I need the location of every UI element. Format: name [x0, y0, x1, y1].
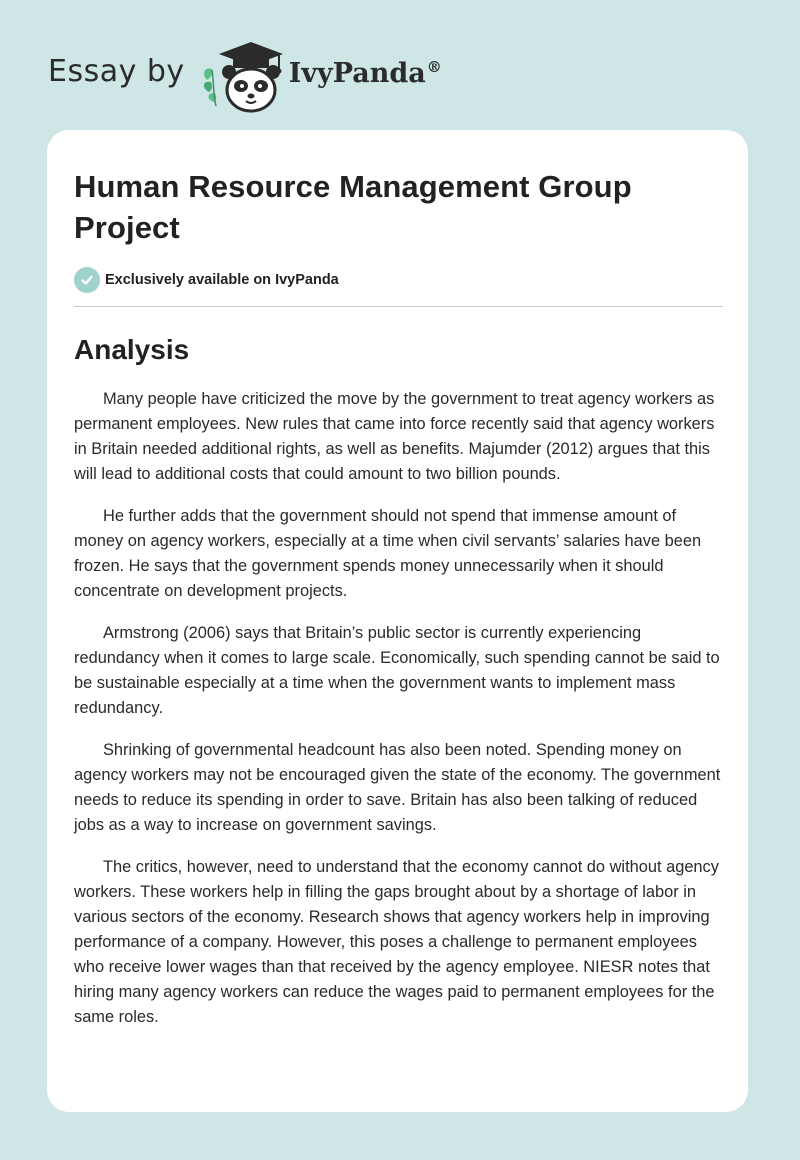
registered-mark: ® [426, 57, 442, 76]
panda-logo-icon[interactable] [199, 36, 287, 116]
paragraph: Shrinking of governmental headcount has also been noted. Spending money on agency workers may not be encouraged given the state of the economy. The government needs to reduce its spending in order to save. Britain has also been talking of reduced jobs as a way to increase on government savings. [74, 741, 721, 834]
paragraph: Many people have criticized the move by the government to treat agency workers as permanent employees. New rules that came into force recently said that agency workers in Britain needed additional rights, as well as benefits. Majumder (2012) argues that this will lead to additional costs that could amount to two billion pounds. [74, 390, 715, 483]
check-circle-icon [74, 267, 100, 293]
essay-by-label: Essay by [48, 53, 185, 89]
paragraph: The critics, however, need to understand that the economy cannot do without agency workers. These workers help in filling the gaps brought about by a shortage of labor in various sectors of the economy. Research shows that agency workers help in improving performance of a company. However, this poses a challenge to permanent employees who receive lower wages than that received by the agency employee. NIESR notes that hiring many agency workers can reduce the wages paid to permanent employees for the same roles. [74, 858, 719, 1026]
paragraph: He further adds that the government should not spend that immense amount of money on agency workers, especially at a time when civil servants’ salaries have been frozen. He says that the government spends money unnecessarily when it should concentrate on development projects. [74, 507, 702, 600]
ivy-leaf-icon [204, 68, 216, 106]
exclusive-badge-label: Exclusively available on IvyPanda [105, 272, 339, 288]
page-title: Human Resource Management Group Project [74, 169, 632, 245]
section-heading: Analysis [74, 334, 190, 365]
essay-card [47, 130, 748, 1112]
paragraph: Armstrong (2006) says that Britain’s public sector is currently experiencing redundancy when it comes to large scale. Economically, such spending cannot be said to be sustainable especially at a time when the government wants to implement mass redundancy. [74, 624, 720, 717]
exclusive-badge [74, 266, 721, 294]
essay-body [74, 387, 721, 1030]
site-header [48, 36, 442, 116]
brand-name[interactable]: IvyPanda® [288, 57, 442, 89]
divider [74, 306, 723, 307]
